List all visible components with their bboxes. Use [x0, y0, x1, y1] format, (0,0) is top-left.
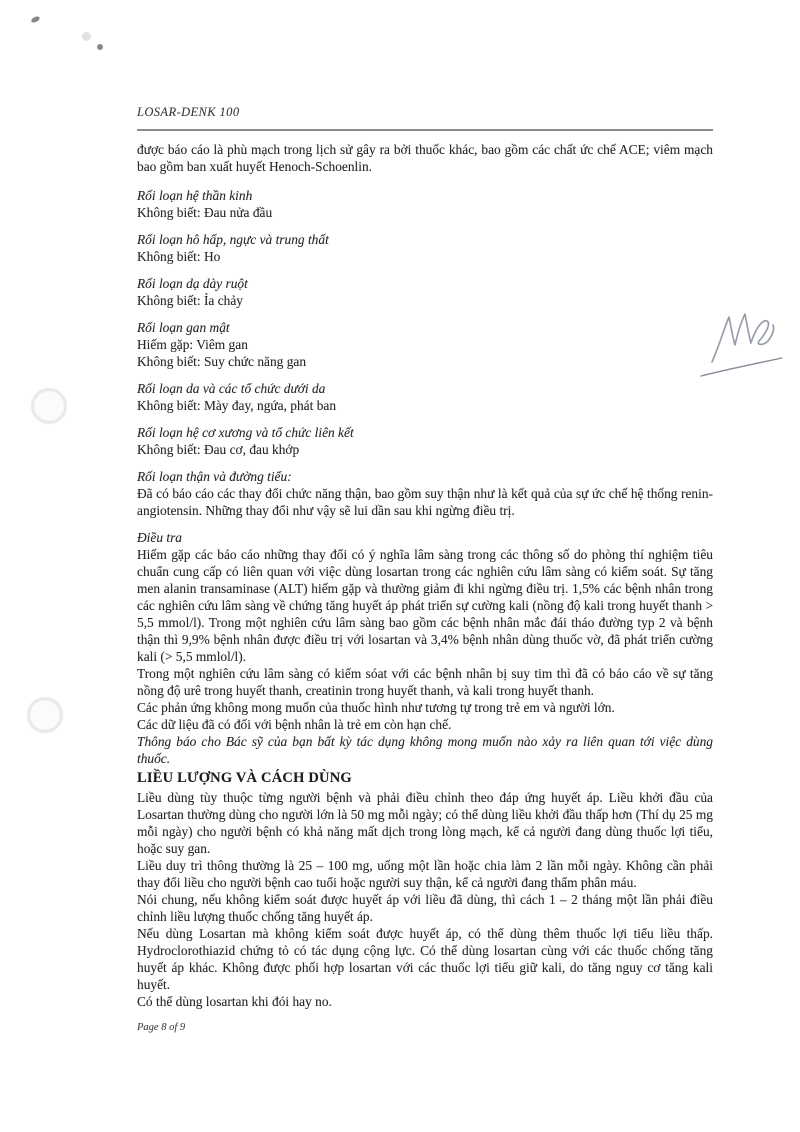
section-nervous-system — [137, 187, 713, 221]
dosage-paragraph: Nói chung, nếu không kiểm soát được huyết áp với liều đã dùng, thì cách 1 – 2 tháng một lần phải điều chỉnh liều lượng thuốc chống tăng huyết áp. — [137, 892, 713, 924]
section-line: Không biết: Đau cơ, đau khớp — [137, 442, 300, 457]
investigations-paragraph: Các dữ liệu đã có đối với bệnh nhân là trẻ em còn hạn chế. — [137, 717, 452, 732]
section-skin — [137, 380, 713, 414]
section-renal — [137, 468, 713, 519]
section-heading: Điều tra — [137, 530, 183, 545]
hole-punch-mark — [27, 697, 63, 733]
investigations-paragraph: Hiếm gặp các báo cáo những thay đổi có ý nghĩa lâm sàng trong các thông số do phòng thí nghiệm tiêu chuẩn cung cấp có liên quan với việc dùng losartan trong các nghiên cứu lâm sàng có kiểm soát. Sự tăng men alanin transaminase (ALT) hiếm gặp và thường giảm đi khi ngừng điều trị. 1,5% các bệnh nhân trong các nghiên cứu lâm sàng về chứng tăng huyết áp phát triển sự cường kali (nồng độ kali trong huyết thanh > 5,5 mmol/l). Trong một nghiên cứu lâm sàng bao gồm các bệnh nhân mắc đái tháo đường typ 2 và bệnh thận thì 9,9% bệnh nhân được điều trị với losartan và 3,4% bệnh nhân dùng thuốc vờ, đã phát triển cường kali (> 5,5 mmlol/l). — [137, 547, 713, 664]
dosage-heading: LIỀU LƯỢNG VÀ CÁCH DÙNG — [137, 770, 352, 786]
section-gastrointestinal — [137, 275, 713, 309]
intro-paragraph: được báo cáo là phù mạch trong lịch sử gây ra bởi thuốc khác, bao gồm các chất ức chế ACE; viêm mạch bao gồm ban xuất huyết Henoch-Schoenlin. — [137, 142, 713, 174]
section-line: Không biết: Ỉa chảy — [137, 293, 243, 308]
hole-punch-mark — [31, 388, 67, 424]
section-line: Không biết: Suy chức năng gan — [137, 354, 307, 369]
section-investigations — [137, 529, 713, 767]
section-heading: Rối loạn da và các tổ chức dưới da — [137, 381, 326, 396]
scan-speck — [97, 44, 103, 50]
section-respiratory — [137, 231, 713, 265]
investigations-paragraph: Các phản ứng không mong muốn của thuốc hình như tương tự trong trẻ em và người lớn. — [137, 700, 615, 715]
dosage-paragraph: Liều dùng tùy thuộc từng người bệnh và phải điều chỉnh theo đáp ứng huyết áp. Liều khởi đầu của Losartan thường dùng cho người lớn là 50 mg mỗi ngày; có thể dùng liều khởi đầu thấp hơn (Thí dụ 25 mg mỗi ngày) cho người bệnh có khả năng mất dịch trong lòng mạch, kể cả người đang dùng thuốc lợi tiểu, hoặc suy gan. — [137, 790, 713, 856]
section-heading: Rối loạn dạ dày ruột — [137, 276, 248, 291]
investigations-paragraph: Trong một nghiên cứu lâm sàng có kiểm sóat với các bệnh nhân bị suy tim thì đã có báo cáo về sự tăng nồng độ urê trong huyết thanh, creatinin trong huyết thanh, và kali trong huyết thanh. — [137, 666, 713, 698]
section-heading: Rối loạn hô hấp, ngực và trung thất — [137, 232, 329, 247]
section-heading: Rối loạn gan mật — [137, 320, 230, 335]
dosage-paragraph: Có thể dùng losartan khi đói hay no. — [137, 994, 332, 1009]
dosage-paragraph: Liều duy trì thông thường là 25 – 100 mg, uống một lần hoặc chia làm 2 lần mỗi ngày. Không cần phải thay đổi liều cho người bệnh cao tuổi hoặc người suy thận, kể cả người đang thẩm phân máu. — [137, 858, 713, 890]
doc-title: LOSAR-DENK 100 — [137, 105, 240, 119]
page-number-footer: Page 8 of 9 — [137, 1022, 186, 1033]
section-line: Không biết: Mày đay, ngứa, phát ban — [137, 398, 337, 413]
section-heading: Rối loạn hệ cơ xương và tổ chức liên kết — [137, 425, 354, 440]
section-paragraph: Đã có báo cáo các thay đổi chức năng thận, bao gồm suy thận như là kết quả của sự ức chế hệ thống renin-angiotensin. Những thay đổi như vậy sẽ lui dần sau khi ngừng điều trị. — [137, 486, 713, 518]
section-line: Không biết: Ho — [137, 249, 221, 264]
doctor-notice-paragraph: Thông báo cho Bác sỹ của bạn bất kỳ tác dụng không mong muốn nào xảy ra liên quan tới việc dùng thuốc. — [137, 734, 713, 766]
section-line: Hiếm gặp: Viêm gan — [137, 337, 248, 352]
document-body — [137, 104, 713, 1036]
header-rule — [137, 129, 713, 131]
section-musculoskeletal — [137, 424, 713, 458]
section-heading: Rối loạn thận và đường tiểu: — [137, 469, 292, 484]
scan-speck — [30, 15, 40, 23]
dosage-paragraph: Nếu dùng Losartan mà không kiểm soát được huyết áp, có thể dùng thêm thuốc lợi tiểu liều thấp. Hydroclorothiazid chứng tỏ có tác dụng cộng lực. Có thể dùng losartan cùng với các thuốc chống tăng huyết áp khác. Không được phối hợp losartan với các thuốc lợi tiểu giữ kali, do tăng nguy cơ tăng kali huyết. — [137, 926, 713, 992]
scan-speck — [82, 32, 91, 41]
section-heading: Rối loạn hệ thần kinh — [137, 188, 253, 203]
section-dosage — [137, 770, 713, 1010]
section-line: Không biết: Đau nửa đầu — [137, 205, 273, 220]
section-hepatobiliary — [137, 319, 713, 370]
